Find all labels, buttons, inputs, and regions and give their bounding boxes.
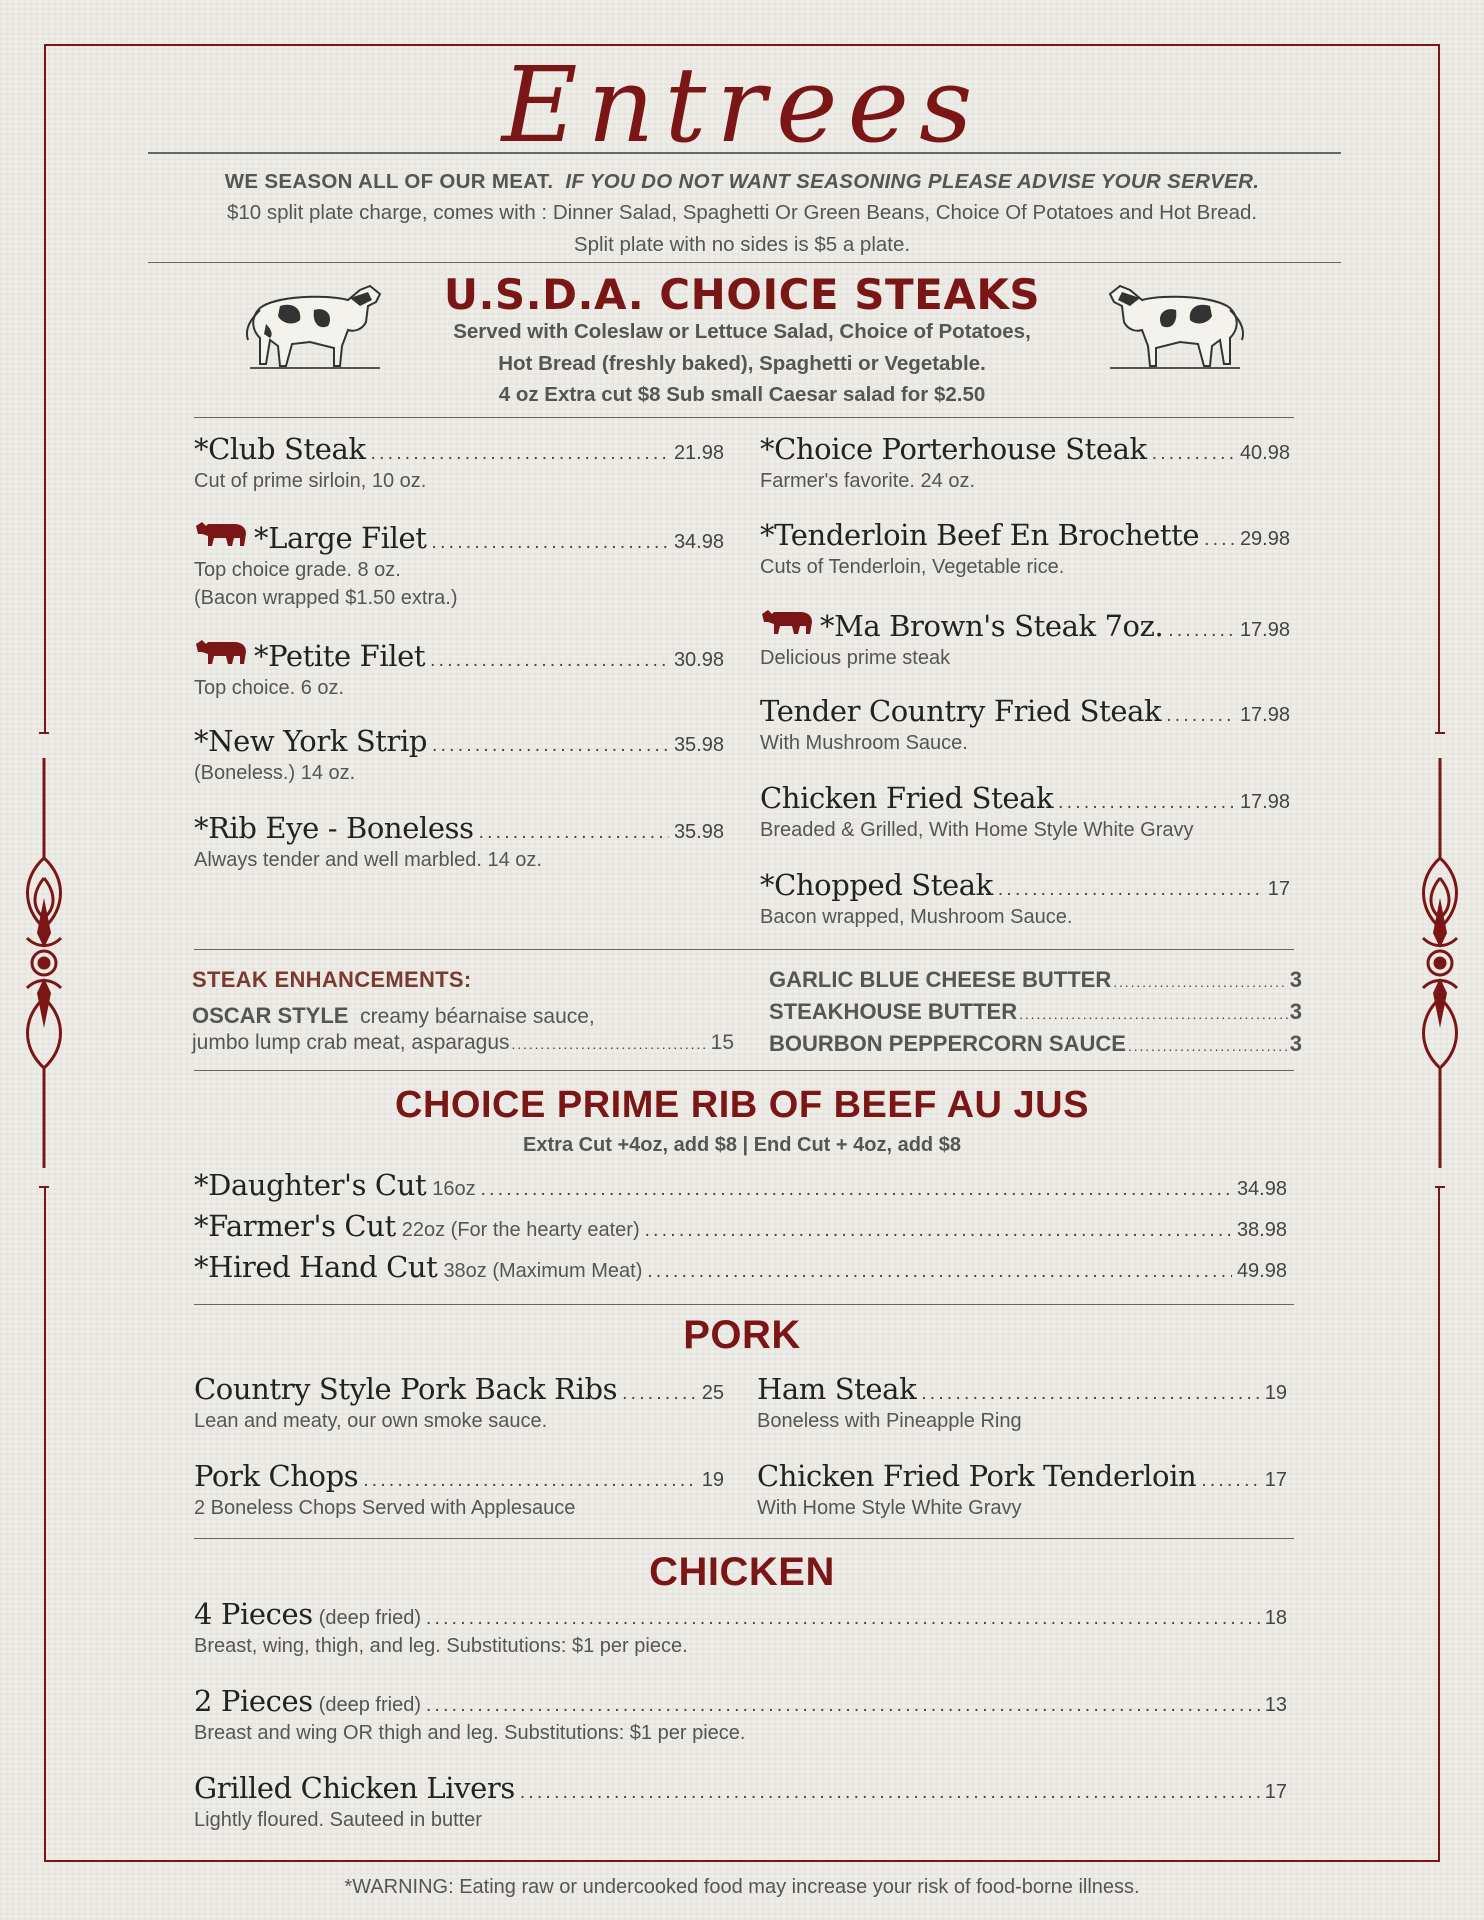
enhancement-name: GARLIC BLUE CHEESE BUTTER: [769, 967, 1112, 992]
item-desc: Breast and wing OR thigh and leg. Substitutions: $1 per piece.: [194, 1722, 746, 1744]
leader-dots: [1019, 1006, 1288, 1022]
enhancement-price: 3: [1289, 967, 1302, 992]
item-name: *Hired Hand Cut: [194, 1250, 438, 1284]
leader-dots: [371, 443, 669, 465]
item-name: *Chopped Steak: [760, 868, 993, 902]
leader-dots: [479, 822, 669, 844]
menu-item: [194, 1250, 1287, 1284]
seasoning-notice-main: WE SEASON ALL OF OUR MEAT.: [224, 170, 554, 193]
item-price: 17.98: [1239, 704, 1290, 726]
leader-dots: [432, 735, 669, 757]
item-desc: Always tender and well marbled. 14 oz.: [194, 849, 542, 871]
menu-frame-bottom: [44, 1186, 1440, 1862]
food-warning: *WARNING: Eating raw or undercooked food may increase your risk of food-borne illness.: [344, 1876, 1140, 1898]
divider: [194, 417, 1294, 418]
menu-item: [194, 1372, 724, 1434]
leader-dots: [426, 1695, 1260, 1717]
menu-item: [194, 636, 724, 701]
enhancement-item: [769, 1031, 1302, 1057]
menu-item: [757, 1372, 1287, 1434]
item-price: 13: [1264, 1694, 1287, 1716]
item-name: *Petite Filet: [254, 639, 426, 673]
item-note: 38oz (Maximum Meat): [443, 1260, 643, 1282]
steaks-heading: U.S.D.A. CHOICE STEAKS: [443, 270, 1041, 319]
enhancement-item: [769, 967, 1302, 993]
leader-dots: [998, 879, 1263, 901]
chicken-heading: CHICKEN: [649, 1550, 835, 1594]
item-price: 17: [1267, 878, 1290, 900]
item-desc-extra: (Bacon wrapped $1.50 extra.): [194, 587, 458, 609]
item-desc: Cut of prime sirloin, 10 oz.: [194, 470, 427, 492]
oscar-style-name: OSCAR STYLE: [192, 1003, 349, 1028]
frame-tick: [1435, 1186, 1445, 1188]
divider: [194, 1538, 1294, 1539]
item-price: 38.98: [1236, 1219, 1287, 1241]
menu-item: [194, 1597, 1287, 1659]
item-price: 17: [1264, 1781, 1287, 1803]
item-desc: (Boneless.) 14 oz.: [194, 762, 356, 784]
menu-item: [194, 1168, 1287, 1202]
item-name: Chicken Fried Pork Tenderloin: [757, 1459, 1197, 1493]
item-desc: Delicious prime steak: [760, 647, 951, 669]
item-price: 35.98: [673, 734, 724, 756]
leader-dots: [622, 1383, 697, 1405]
item-desc: Lightly floured. Sauteed in butter: [194, 1809, 482, 1831]
menu-item: [757, 1459, 1287, 1521]
menu-item: [194, 1771, 1287, 1833]
menu-item: [760, 868, 1290, 930]
item-desc: Lean and meaty, our own smoke sauce.: [194, 1410, 548, 1432]
item-name: *Club Steak: [194, 432, 366, 466]
divider: [148, 262, 1341, 263]
item-name: Grilled Chicken Livers: [194, 1771, 515, 1805]
item-name: 4 Pieces: [194, 1597, 313, 1631]
item-price: 34.98: [1236, 1178, 1287, 1200]
item-note: (deep fried): [318, 1694, 421, 1716]
bull-silhouette-icon: [760, 606, 814, 636]
menu-item: [760, 518, 1290, 580]
leader-dots: [1128, 1038, 1288, 1054]
item-name: 2 Pieces: [194, 1684, 313, 1718]
item-desc: Farmer's favorite. 24 oz.: [760, 470, 975, 492]
menu-item: [760, 781, 1290, 843]
item-name: *Large Filet: [254, 521, 427, 555]
item-name: Pork Chops: [194, 1459, 359, 1493]
leader-dots: [1201, 1470, 1259, 1492]
page-title: Entrees: [501, 44, 983, 166]
item-name: Country Style Pork Back Ribs: [194, 1372, 618, 1406]
item-note: (deep fried): [318, 1607, 421, 1629]
item-name: *Ma Brown's Steak 7oz.: [820, 609, 1164, 643]
oscar-style-price: 15: [710, 1031, 734, 1054]
steaks-sub-3: 4 oz Extra cut $8 Sub small Caesar salad for $2.50: [498, 383, 986, 406]
item-price: 19: [701, 1469, 724, 1491]
menu-item: [760, 432, 1290, 494]
bull-silhouette-icon: [194, 518, 248, 548]
item-price: 17.98: [1239, 619, 1290, 641]
divider: [148, 152, 1341, 154]
menu-item: [194, 1684, 1287, 1746]
enhancement-price: 3: [1289, 999, 1302, 1024]
item-price: 25: [701, 1382, 724, 1404]
leader-dots: [1204, 529, 1235, 551]
leader-dots: [1152, 443, 1235, 465]
divider: [194, 949, 1294, 950]
prime-rib-heading: CHOICE PRIME RIB OF BEEF AU JUS: [395, 1084, 1089, 1126]
leader-dots: [1168, 620, 1235, 642]
menu-item: [194, 1459, 724, 1521]
leader-dots: [430, 650, 669, 672]
item-desc: Breaded & Grilled, With Home Style White Gravy: [760, 819, 1194, 841]
item-desc: Bacon wrapped, Mushroom Sauce.: [760, 906, 1073, 928]
item-price: 29.98: [1239, 528, 1290, 550]
item-desc: Breast, wing, thigh, and leg. Substitutions: $1 per piece.: [194, 1635, 688, 1657]
item-price: 21.98: [673, 442, 724, 464]
menu-item: [194, 432, 724, 494]
menu-item: [194, 724, 724, 786]
item-name: *New York Strip: [194, 724, 428, 758]
oscar-style-line: [192, 1003, 595, 1029]
item-price: 18: [1264, 1607, 1287, 1629]
leader-dots: [1058, 792, 1235, 814]
item-name: *Daughter's Cut: [194, 1168, 427, 1202]
item-desc: Boneless with Pineapple Ring: [757, 1410, 1022, 1432]
item-price: 17.98: [1239, 791, 1290, 813]
item-price: 19: [1264, 1382, 1287, 1404]
enhancement-price: 3: [1289, 1031, 1302, 1056]
prime-rib-sub: Extra Cut +4oz, add $8 | End Cut + 4oz, add $8: [523, 1134, 961, 1156]
seasoning-notice: [0, 170, 1484, 194]
leader-dots: [1113, 974, 1288, 990]
leader-dots: [1166, 705, 1235, 727]
item-price: 35.98: [673, 821, 724, 843]
divider: [194, 1304, 1294, 1305]
item-name: *Choice Porterhouse Steak: [760, 432, 1147, 466]
item-name: *Rib Eye - Boneless: [194, 811, 474, 845]
leader-dots: [363, 1470, 697, 1492]
leader-dots: [921, 1383, 1260, 1405]
steaks-sub-2: Hot Bread (freshly baked), Spaghetti or Vegetable.: [498, 352, 986, 375]
frame-tick: [39, 1186, 49, 1188]
item-name: *Farmer's Cut: [194, 1209, 396, 1243]
frame-tick: [1435, 732, 1445, 734]
leader-dots: [647, 1261, 1232, 1283]
item-note: 22oz (For the hearty eater): [401, 1219, 640, 1241]
oscar-style-line-2: [192, 1031, 734, 1055]
frame-tick: [39, 732, 49, 734]
item-name: Tender Country Fried Steak: [760, 694, 1162, 728]
oscar-style-desc: creamy béarnaise sauce,: [360, 1005, 595, 1028]
leader-dots: [645, 1220, 1232, 1242]
leader-dots: [426, 1608, 1260, 1630]
menu-item: [194, 518, 724, 611]
enhancement-item: [769, 999, 1302, 1025]
item-name: Ham Steak: [757, 1372, 917, 1406]
leader-dots: [432, 532, 669, 554]
bull-silhouette-icon: [194, 636, 248, 666]
menu-item: [194, 1209, 1287, 1243]
item-price: 30.98: [673, 649, 724, 671]
leader-dots: [520, 1782, 1260, 1804]
item-price: 34.98: [673, 531, 724, 553]
menu-item: [194, 811, 724, 873]
leader-dots: [481, 1179, 1232, 1201]
divider: [194, 1070, 1294, 1071]
item-price: 17: [1264, 1469, 1287, 1491]
item-name: *Tenderloin Beef En Brochette: [760, 518, 1200, 552]
menu-item: [760, 694, 1290, 756]
item-name: Chicken Fried Steak: [760, 781, 1054, 815]
item-desc: With Mushroom Sauce.: [760, 732, 968, 754]
steaks-sub-1: Served with Coleslaw or Lettuce Salad, Choice of Potatoes,: [453, 320, 1031, 343]
oscar-style-desc-2: jumbo lump crab meat, asparagus: [192, 1031, 510, 1054]
item-desc: Top choice. 6 oz.: [194, 677, 345, 699]
pork-heading: PORK: [683, 1313, 801, 1357]
item-desc: Cuts of Tenderloin, Vegetable rice.: [760, 556, 1065, 578]
item-desc: 2 Boneless Chops Served with Applesauce: [194, 1497, 576, 1519]
item-note: 16oz: [432, 1178, 476, 1200]
leader-dots: [512, 1036, 709, 1052]
enhancement-name: BOURBON PEPPERCORN SAUCE: [769, 1031, 1126, 1056]
item-price: 40.98: [1239, 442, 1290, 464]
split-plate-info-2: Split plate with no sides is $5 a plate.: [573, 233, 911, 256]
enhancements-heading: STEAK ENHANCEMENTS:: [192, 967, 472, 992]
item-desc: With Home Style White Gravy: [757, 1497, 1022, 1519]
split-plate-info: $10 split plate charge, comes with : Dinner Salad, Spaghetti Or Green Beans, Choice Of Potatoes and Hot Bread.: [226, 201, 1258, 224]
item-desc: Top choice grade. 8 oz.: [194, 559, 401, 581]
item-price: 49.98: [1236, 1260, 1287, 1282]
seasoning-notice-emphasis: IF YOU DO NOT WANT SEASONING PLEASE ADVISE YOUR SERVER.: [565, 170, 1260, 193]
menu-item: [760, 606, 1290, 671]
enhancement-name: STEAKHOUSE BUTTER: [769, 999, 1018, 1024]
